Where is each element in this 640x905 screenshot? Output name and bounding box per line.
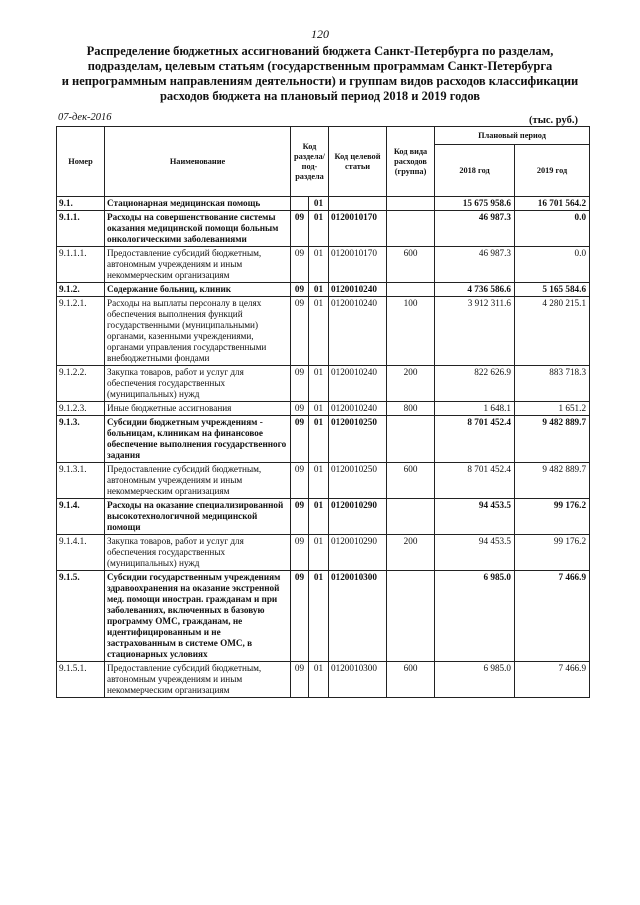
row-expense-type: 200 bbox=[387, 535, 435, 571]
row-section: 09 bbox=[291, 283, 309, 297]
row-name: Субсидии бюджетным учреждениям - больницам, клиникам на финансовое обеспечение выполнения государственного задания bbox=[105, 416, 291, 463]
row-section: 09 bbox=[291, 297, 309, 366]
header-article: Код целевой статьи bbox=[329, 127, 387, 197]
row-value-2019: 1 651.2 bbox=[515, 402, 590, 416]
row-value-2018: 8 701 452.4 bbox=[435, 463, 515, 499]
row-section: 09 bbox=[291, 211, 309, 247]
row-value-2019: 7 466.9 bbox=[515, 662, 590, 698]
table-row bbox=[57, 297, 590, 366]
row-article bbox=[329, 197, 387, 211]
row-article: 0120010250 bbox=[329, 416, 387, 463]
row-expense-type: 800 bbox=[387, 402, 435, 416]
header-2018: 2018 год bbox=[435, 145, 515, 197]
row-section: 09 bbox=[291, 247, 309, 283]
row-section: 09 bbox=[291, 571, 309, 662]
row-section: 09 bbox=[291, 463, 309, 499]
row-name: Стационарная медицинская помощь bbox=[105, 197, 291, 211]
row-subsection: 01 bbox=[309, 571, 329, 662]
row-article: 0120010240 bbox=[329, 402, 387, 416]
row-value-2019: 16 701 564.2 bbox=[515, 197, 590, 211]
title-line: и непрограммным направлениям деятельности) и группам видов расходов классификации bbox=[61, 74, 579, 88]
row-value-2019: 4 280 215.1 bbox=[515, 297, 590, 366]
row-section bbox=[291, 197, 309, 211]
row-value-2018: 94 453.5 bbox=[435, 535, 515, 571]
table-row bbox=[57, 416, 590, 463]
row-subsection: 01 bbox=[309, 247, 329, 283]
row-value-2018: 6 985.0 bbox=[435, 662, 515, 698]
row-number: 9.1.5. bbox=[57, 571, 105, 662]
table-row bbox=[57, 535, 590, 571]
table-row bbox=[57, 247, 590, 283]
header-number: Номер bbox=[57, 127, 105, 197]
page-number: 120 bbox=[311, 27, 329, 41]
row-expense-type: 200 bbox=[387, 366, 435, 402]
header-section: Код раздела/ под-раздела bbox=[291, 127, 329, 197]
row-subsection: 01 bbox=[309, 283, 329, 297]
row-article: 0120010250 bbox=[329, 463, 387, 499]
row-value-2018: 8 701 452.4 bbox=[435, 416, 515, 463]
row-value-2018: 6 985.0 bbox=[435, 571, 515, 662]
table-row bbox=[57, 366, 590, 402]
row-article: 0120010170 bbox=[329, 211, 387, 247]
row-subsection: 01 bbox=[309, 416, 329, 463]
budget-table bbox=[56, 126, 590, 698]
row-article: 0120010240 bbox=[329, 297, 387, 366]
row-article: 0120010290 bbox=[329, 499, 387, 535]
row-number: 9.1.3. bbox=[57, 416, 105, 463]
row-article: 0120010290 bbox=[329, 535, 387, 571]
table-row bbox=[57, 499, 590, 535]
row-number: 9.1. bbox=[57, 197, 105, 211]
header-plan: Плановый период bbox=[435, 127, 590, 145]
row-value-2019: 7 466.9 bbox=[515, 571, 590, 662]
row-number: 9.1.1. bbox=[57, 211, 105, 247]
table-row bbox=[57, 283, 590, 297]
row-number: 9.1.2.1. bbox=[57, 297, 105, 366]
row-value-2018: 46 987.3 bbox=[435, 247, 515, 283]
row-number: 9.1.5.1. bbox=[57, 662, 105, 698]
row-section: 09 bbox=[291, 535, 309, 571]
row-expense-type bbox=[387, 499, 435, 535]
row-value-2019: 99 176.2 bbox=[515, 499, 590, 535]
row-expense-type bbox=[387, 416, 435, 463]
row-name: Иные бюджетные ассигнования bbox=[105, 402, 291, 416]
row-expense-type: 600 bbox=[387, 662, 435, 698]
row-value-2018: 46 987.3 bbox=[435, 211, 515, 247]
row-expense-type: 600 bbox=[387, 463, 435, 499]
row-value-2018: 1 648.1 bbox=[435, 402, 515, 416]
header-type: Код вида расходов (группа) bbox=[387, 127, 435, 197]
row-value-2019: 99 176.2 bbox=[515, 535, 590, 571]
row-article: 0120010170 bbox=[329, 247, 387, 283]
row-subsection: 01 bbox=[309, 463, 329, 499]
row-name: Закупка товаров, работ и услуг для обеспечения государственных (муниципальных) нужд bbox=[105, 535, 291, 571]
document-date: 07-дек-2016 bbox=[58, 112, 112, 123]
row-article: 0120010300 bbox=[329, 571, 387, 662]
row-name: Предоставление субсидий бюджетным, автономным учреждениям и иным некоммерческим организациям bbox=[105, 662, 291, 698]
row-expense-type bbox=[387, 197, 435, 211]
row-name: Субсидии государственным учреждениям здравоохранения на оказание экстренной мед. помощи иностран. гражданам и при заболеваниях, включенных в базовую программу ОМС, гражданам, не идентифицированным и не застрахованным в системе ОМС, в стационарных условиях bbox=[105, 571, 291, 662]
row-article: 0120010240 bbox=[329, 366, 387, 402]
row-subsection: 01 bbox=[309, 197, 329, 211]
row-value-2019: 0.0 bbox=[515, 211, 590, 247]
row-name: Предоставление субсидий бюджетным, автономным учреждениям и иным некоммерческим организациям bbox=[105, 247, 291, 283]
row-value-2019: 883 718.3 bbox=[515, 366, 590, 402]
row-section: 09 bbox=[291, 402, 309, 416]
row-number: 9.1.1.1. bbox=[57, 247, 105, 283]
row-number: 9.1.2.3. bbox=[57, 402, 105, 416]
row-value-2018: 3 912 311.6 bbox=[435, 297, 515, 366]
row-section: 09 bbox=[291, 499, 309, 535]
row-name: Закупка товаров, работ и услуг для обеспечения государственных (муниципальных) нужд bbox=[105, 366, 291, 402]
title-line: Распределение бюджетных ассигнований бюджета Санкт-Петербурга по разделам, bbox=[86, 44, 554, 58]
row-expense-type bbox=[387, 283, 435, 297]
unit-label: (тыс. руб.) bbox=[529, 115, 578, 126]
header-name: Наименование bbox=[105, 127, 291, 197]
row-number: 9.1.3.1. bbox=[57, 463, 105, 499]
row-expense-type: 600 bbox=[387, 247, 435, 283]
row-subsection: 01 bbox=[309, 297, 329, 366]
row-value-2018: 4 736 586.6 bbox=[435, 283, 515, 297]
row-number: 9.1.4.1. bbox=[57, 535, 105, 571]
document-title bbox=[50, 44, 590, 104]
row-value-2019: 9 482 889.7 bbox=[515, 463, 590, 499]
row-subsection: 01 bbox=[309, 499, 329, 535]
table-row bbox=[57, 197, 590, 211]
row-value-2018: 94 453.5 bbox=[435, 499, 515, 535]
title-line: расходов бюджета на плановый период 2018 и 2019 годов bbox=[159, 89, 481, 103]
row-section: 09 bbox=[291, 416, 309, 463]
row-subsection: 01 bbox=[309, 366, 329, 402]
row-number: 9.1.4. bbox=[57, 499, 105, 535]
table-row bbox=[57, 211, 590, 247]
row-number: 9.1.2. bbox=[57, 283, 105, 297]
table-row bbox=[57, 402, 590, 416]
row-expense-type: 100 bbox=[387, 297, 435, 366]
row-name: Расходы на выплаты персоналу в целях обеспечения выполнения функций государственными (муниципальными) органами, казенными учреждениями, органами управления государственными внебюджетными фондами bbox=[105, 297, 291, 366]
row-name: Расходы на оказание специализированной высокотехнологичной медицинской помощи bbox=[105, 499, 291, 535]
row-expense-type bbox=[387, 211, 435, 247]
row-expense-type bbox=[387, 571, 435, 662]
row-subsection: 01 bbox=[309, 535, 329, 571]
row-article: 0120010300 bbox=[329, 662, 387, 698]
row-name: Предоставление субсидий бюджетным, автономным учреждениям и иным некоммерческим организациям bbox=[105, 463, 291, 499]
row-number: 9.1.2.2. bbox=[57, 366, 105, 402]
row-name: Расходы на совершенствование системы оказания медицинской помощи больным онкологическими заболеваниями bbox=[105, 211, 291, 247]
row-section: 09 bbox=[291, 366, 309, 402]
table-row bbox=[57, 571, 590, 662]
row-value-2019: 9 482 889.7 bbox=[515, 416, 590, 463]
row-subsection: 01 bbox=[309, 662, 329, 698]
title-line: подразделам, целевым статьям (государственным программам Санкт-Петербурга bbox=[87, 59, 553, 73]
row-subsection: 01 bbox=[309, 402, 329, 416]
row-name: Содержание больниц, клиник bbox=[105, 283, 291, 297]
row-value-2018: 822 626.9 bbox=[435, 366, 515, 402]
row-article: 0120010240 bbox=[329, 283, 387, 297]
row-section: 09 bbox=[291, 662, 309, 698]
table-row bbox=[57, 463, 590, 499]
row-value-2019: 0.0 bbox=[515, 247, 590, 283]
row-value-2019: 5 165 584.6 bbox=[515, 283, 590, 297]
row-subsection: 01 bbox=[309, 211, 329, 247]
table-row bbox=[57, 662, 590, 698]
row-value-2018: 15 675 958.6 bbox=[435, 197, 515, 211]
header-2019: 2019 год bbox=[515, 145, 590, 197]
